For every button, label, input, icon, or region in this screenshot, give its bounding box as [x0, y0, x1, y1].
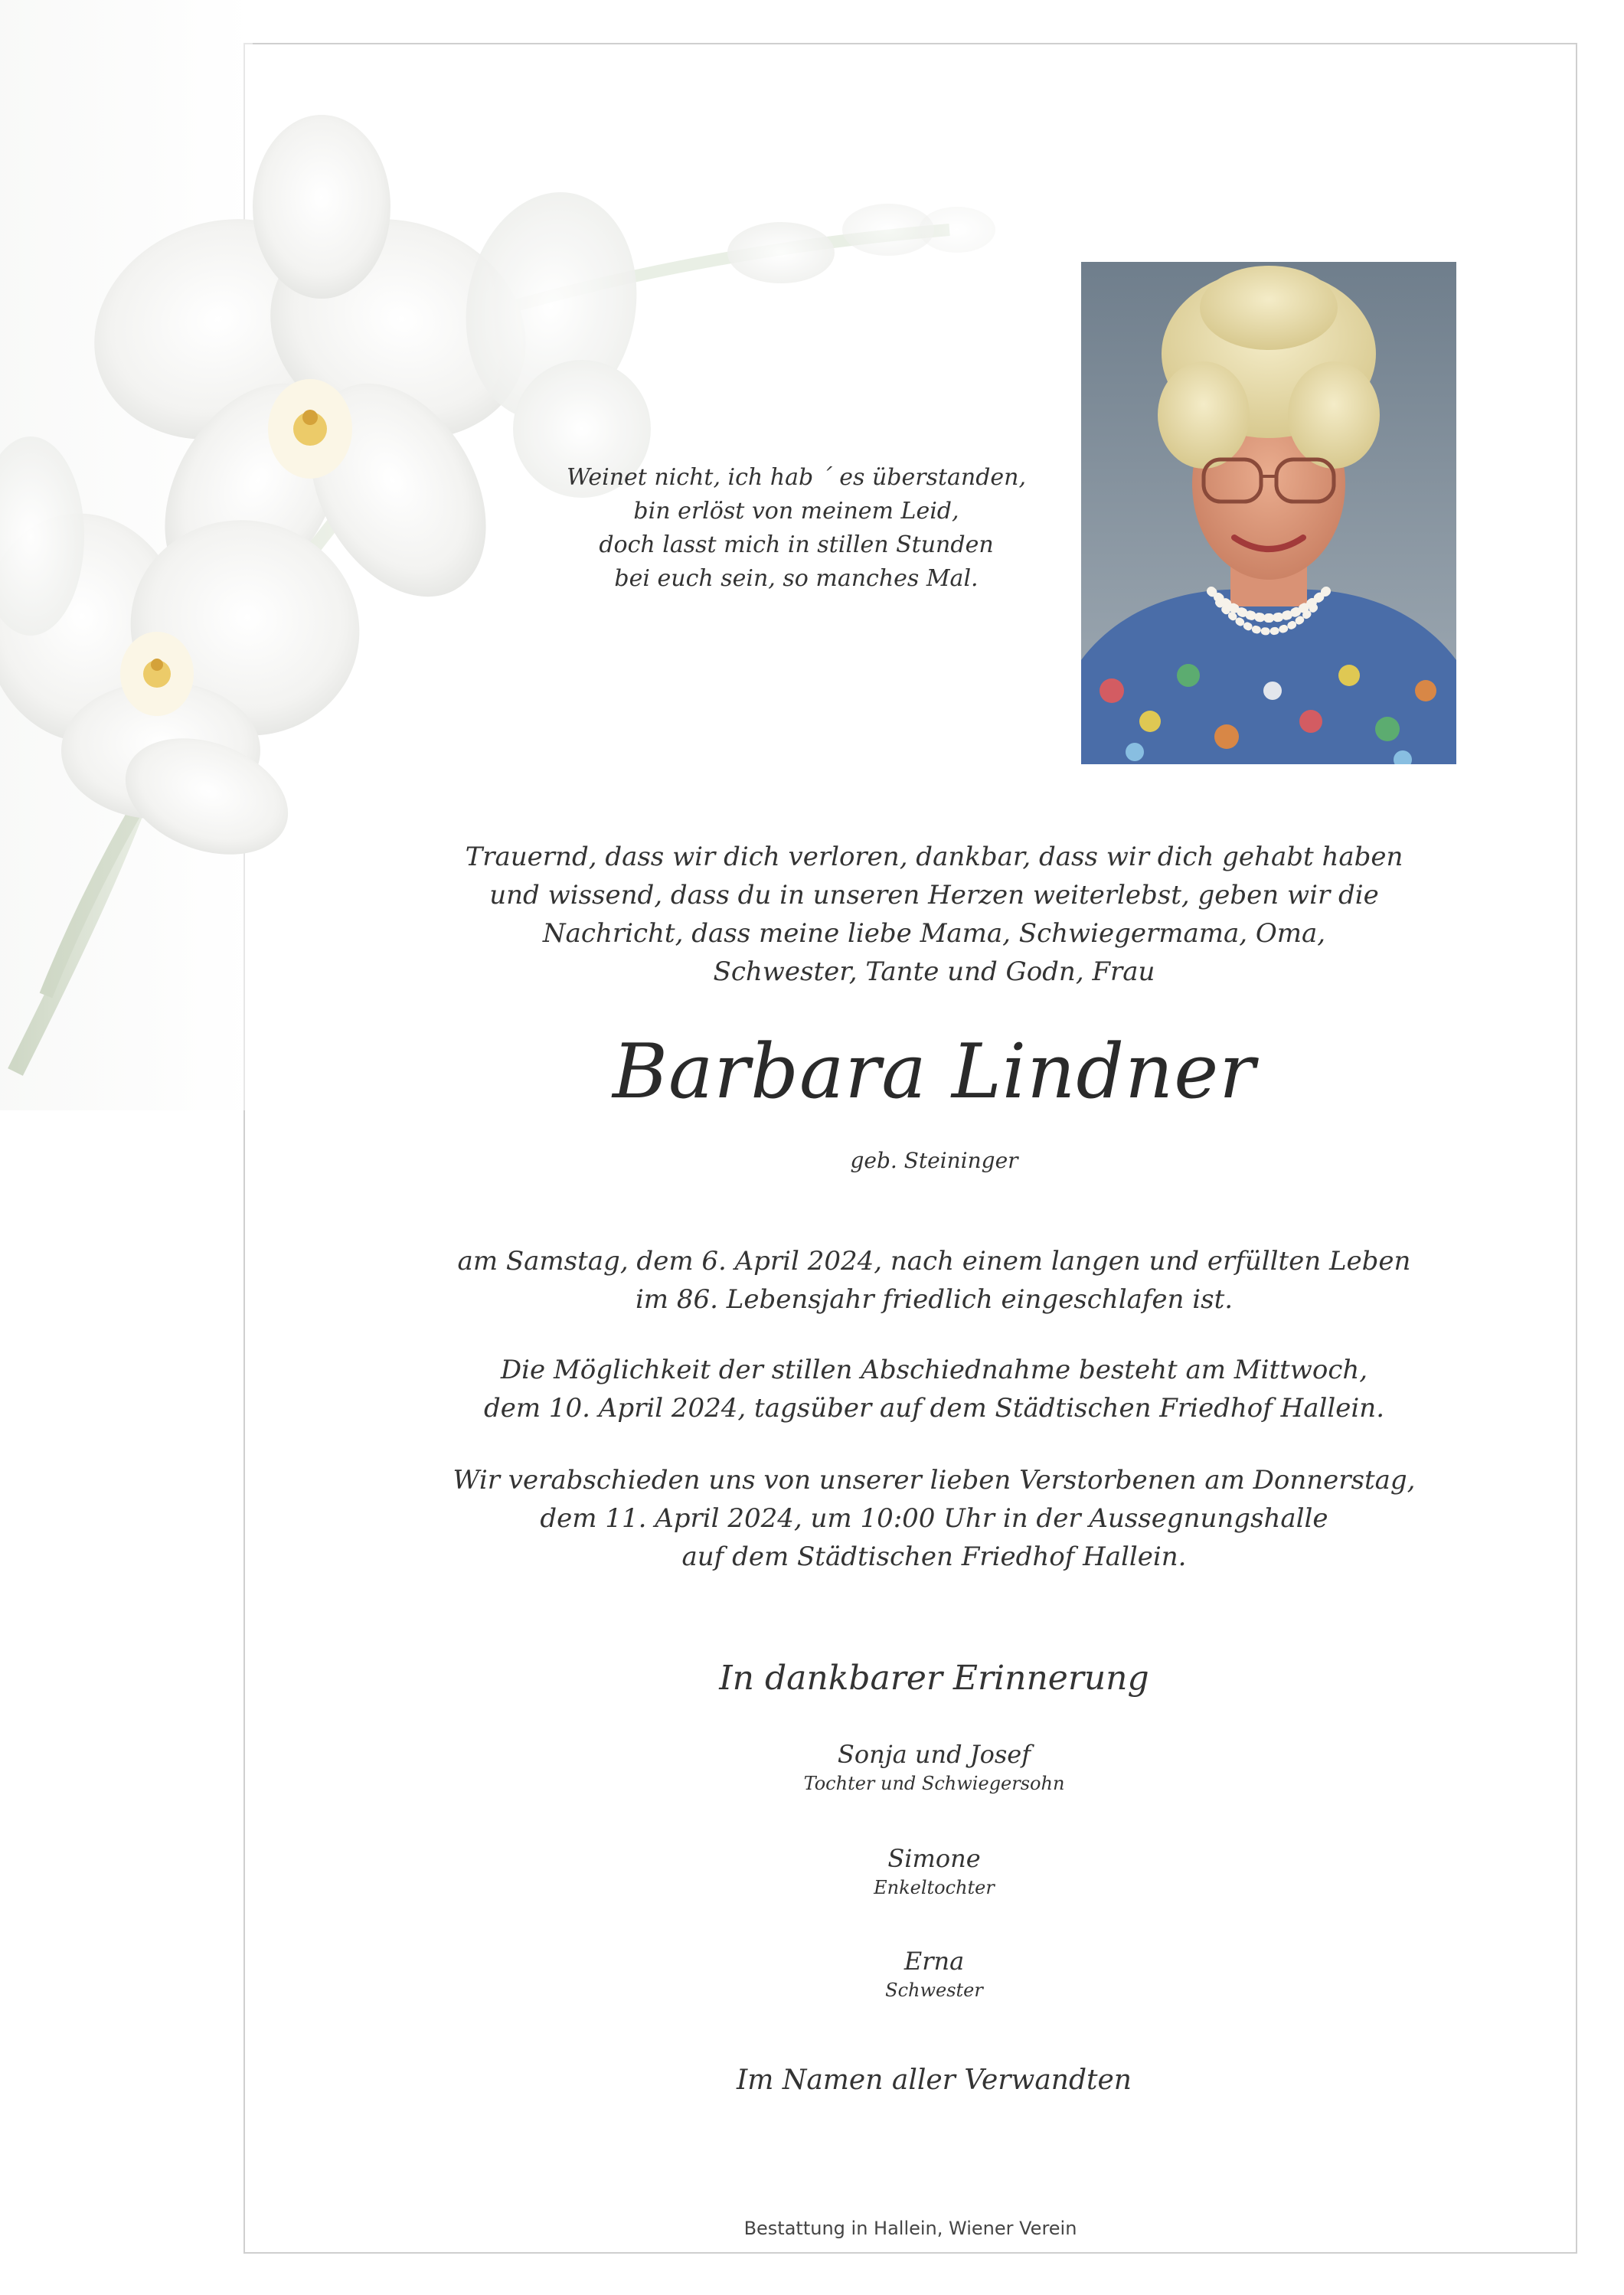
paragraph-line: Wir verabschieden uns von unserer lieben Verstorbenen am Donnerstag, [453, 1465, 1416, 1496]
paragraph-line: dem 10. April 2024, tagsüber auf dem Städtischen Friedhof Hallein. [483, 1393, 1385, 1424]
portrait-photo [1081, 262, 1456, 764]
intro-line: Nachricht, dass meine liebe Mama, Schwiegermama, Oma, [542, 918, 1326, 949]
paragraph-line: dem 11. April 2024, um 10:00 Uhr in der Aussegnungshalle [540, 1503, 1328, 1534]
quote-line: bin erlöst von meinem Leid, [633, 498, 959, 525]
deceased-name: Barbara Lindner [612, 1028, 1256, 1116]
paragraph-line: Die Möglichkeit der stillen Abschiednahme besteht am Mittwoch, [500, 1355, 1368, 1385]
quote-line: bei euch sein, so manches Mal. [614, 565, 979, 592]
mourner-relation: Schwester [885, 1980, 983, 2001]
intro-line: Trauernd, dass wir dich verloren, dankbar, dass wir dich gehabt haben [465, 842, 1403, 872]
mourner-relation: Enkeltochter [874, 1877, 995, 1898]
farewell-paragraph [322, 1461, 1547, 1576]
paragraph-line: am Samstag, dem 6. April 2024, nach einem langen und erfüllten Leben [457, 1246, 1411, 1277]
viewing-paragraph [322, 1351, 1547, 1427]
intro-line: Schwester, Tante und Godn, Frau [713, 956, 1155, 987]
mourner-entry [322, 1842, 1547, 1901]
funeral-home-footer: Bestattung in Hallein, Wiener Verein [743, 2218, 1077, 2239]
mourner-name: Simone [887, 1844, 981, 1873]
mourner-entry [322, 1738, 1547, 1796]
mourner-name: Sonja und Josef [837, 1740, 1031, 1769]
intro-line: und wissend, dass du in unseren Herzen weiterlebst, geben wir die [489, 880, 1379, 910]
memorial-quote [505, 461, 1087, 596]
mourner-relation: Tochter und Schwiegersohn [803, 1773, 1065, 1794]
mourner-name: Erna [903, 1947, 965, 1976]
closing-line: Im Namen aller Verwandten [737, 2065, 1132, 2096]
quote-line: doch lasst mich in stillen Stunden [599, 531, 994, 558]
birth-name: geb. Steininger [850, 1148, 1018, 1173]
quote-line: Weinet nicht, ich hab ´ es überstanden, [566, 464, 1027, 491]
death-notice-paragraph [322, 1242, 1547, 1319]
paragraph-line: im 86. Lebensjahr friedlich eingeschlafen ist. [635, 1284, 1234, 1315]
intro-text [322, 838, 1547, 991]
mourner-entry [322, 1945, 1547, 2003]
paragraph-line: auf dem Städtischen Friedhof Hallein. [681, 1541, 1187, 1572]
portrait-icon [1081, 262, 1456, 764]
memory-heading: In dankbarer Erinnerung [719, 1659, 1149, 1698]
